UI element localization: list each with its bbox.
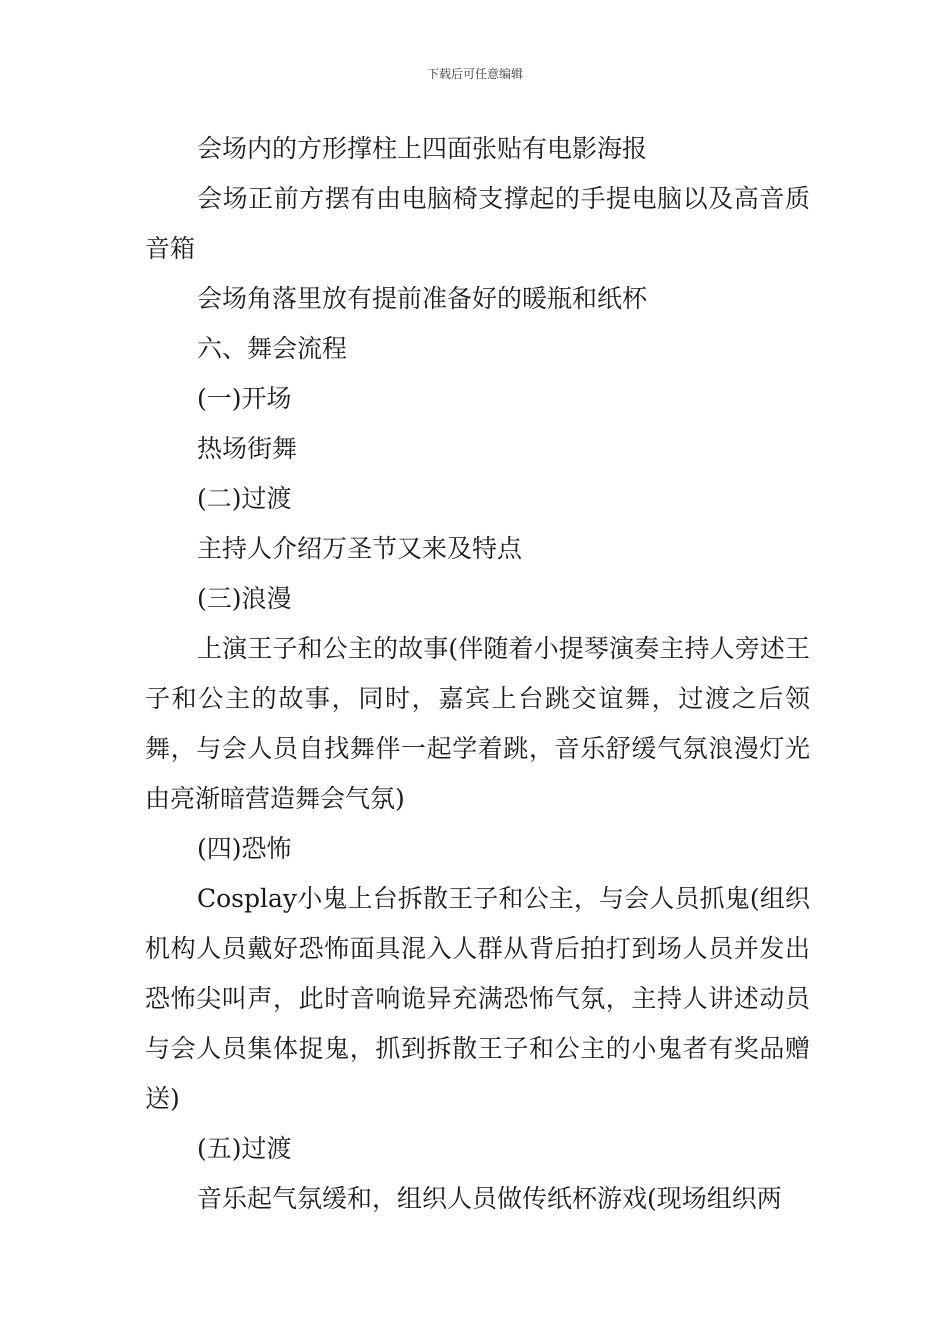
paragraph-host-intro: 主持人介绍万圣节又来及特点	[197, 534, 523, 563]
paragraph-cosplay-ghost: Cosplay小鬼上台拆散王子和公主，与会人员抓鬼(组织机构人员戴好恐怖面具混入人群从背后拍打到场人员并发出恐怖尖叫声，此时音响诡异充满恐怖气氛，主持人讲述动员与会人员集体捉鬼，抓到拆散王子和公主的小鬼者有奖品赠送)	[145, 884, 810, 1113]
paragraph-cup-game: 音乐起气氛缓和，组织人员做传纸杯游戏(现场组织两	[197, 1184, 782, 1213]
document-body	[145, 124, 810, 1224]
page-header: 下载后可任意编辑	[426, 67, 523, 81]
subheading-horror: (四)恐怖	[197, 834, 292, 863]
subheading-transition-2: (五)过渡	[197, 1134, 292, 1163]
paragraph-thermos-cups: 会场角落里放有提前准备好的暖瓶和纸杯	[197, 284, 648, 313]
paragraph-poster-decoration: 会场内的方形撑柱上四面张贴有电影海报	[197, 134, 648, 163]
paragraph-street-dance: 热场街舞	[197, 434, 298, 463]
section-heading-dance-flow: 六、舞会流程	[197, 334, 348, 363]
paragraph-prince-princess: 上演王子和公主的故事(伴随着小提琴演奏主持人旁述王子和公主的故事，同时，嘉宾上台跳交谊舞，过渡之后领舞，与会人员自找舞伴一起学着跳，音乐舒缓气氛浪漫灯光由亮渐暗营造舞会气氛)	[145, 634, 810, 813]
subheading-transition-1: (二)过渡	[197, 484, 292, 513]
paragraph-laptop-speakers: 会场正前方摆有由电脑椅支撑起的手提电脑以及高音质音箱	[145, 184, 810, 263]
subheading-romance: (三)浪漫	[197, 584, 292, 613]
subheading-opening: (一)开场	[197, 384, 292, 413]
